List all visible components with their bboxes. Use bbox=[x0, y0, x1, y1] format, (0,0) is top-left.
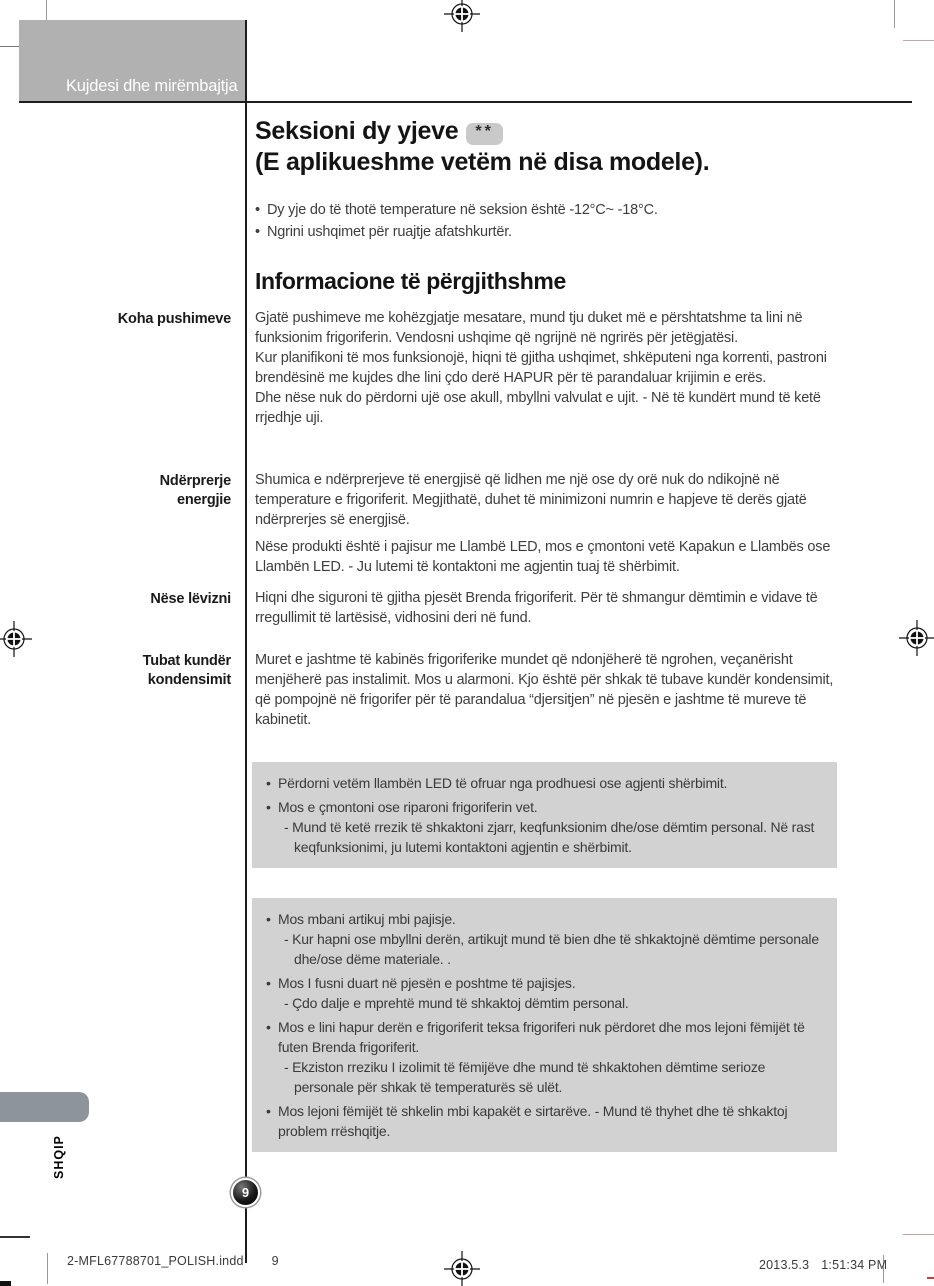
content-row bbox=[0, 650, 845, 730]
caution-item bbox=[265, 797, 824, 857]
caution-box bbox=[252, 762, 837, 868]
row-body bbox=[255, 308, 845, 428]
section-title-line1: Seksioni dy yjeve bbox=[255, 117, 459, 145]
caution-text: Mos I fusni duart në pjesën e poshtme të pajisjes. bbox=[278, 975, 576, 991]
row-label: Nëse lëvizni bbox=[150, 591, 231, 607]
section-title-line2: (E aplikueshme vetëm në disa modele). bbox=[255, 148, 710, 176]
section-title bbox=[255, 116, 875, 178]
page-number-badge bbox=[231, 1178, 260, 1207]
caution-item bbox=[265, 973, 824, 1013]
row-body bbox=[255, 470, 845, 577]
registration-mark-right bbox=[899, 620, 934, 656]
row-body bbox=[255, 650, 845, 730]
paragraph: Nëse produkti është i pajisur me Llambë LED, mos e çmontoni vetë Kapakun e Llambës ose Llambën LED. - Ju lutemi të kontaktoni me agjentin tuaj të shërbimit. bbox=[255, 539, 831, 575]
paragraph: Dhe nëse nuk do përdorni ujë ose akull, mbyllni valvulat e ujit. - Në të kundërt mund të ketë rrjedhje uji. bbox=[255, 390, 821, 426]
column-divider bbox=[245, 20, 247, 1263]
caution-item bbox=[265, 1017, 824, 1097]
crop-mark bbox=[0, 1236, 30, 1238]
caution-item bbox=[265, 1101, 824, 1141]
caution-subtext: - Ekziston rreziku I izolimit të fëmijëve dhe mund të shkaktohen dëmtime serioze personale për shkak të temperaturës së ulët. bbox=[284, 1059, 766, 1095]
chapter-title: Kujdesi dhe mirëmbajtja bbox=[66, 77, 238, 95]
crop-mark bbox=[903, 40, 934, 41]
intro-bullet: • Dy yje do të thotë temperature në seksion është -12°C~ -18°C. bbox=[255, 199, 855, 221]
two-star-badge-text: ** bbox=[475, 123, 494, 140]
two-star-badge bbox=[466, 123, 502, 145]
caution-text: Mos e çmontoni ose riparoni frigoriferin vet. bbox=[278, 799, 538, 815]
caution-text: Mos mbani artikuj mbi pajisje. bbox=[278, 911, 456, 927]
intro-bullet-list bbox=[255, 199, 855, 243]
crop-mark bbox=[903, 1234, 934, 1235]
paragraph: Gjatë pushimeve me kohëzgjatje mesatare, mund tju duket më e përshtatshme ta lini në funksionim frigoriferin. Vendosni ushqime që ngrijnë në ngrirës për jetëgjatësi. bbox=[255, 310, 803, 346]
paragraph: Shumica e ndërprerjeve të energjisë që lidhen me një ose dy orë nuk do ndikojnë në temperature e frigoriferit. Megjithatë, duhet të minimizoni numrin e hapjeve të derës gjatë ndërprerjes së energjisë. bbox=[255, 472, 807, 528]
caution-subtext: - Çdo dalje e mprehtë mund të shkaktoj dëmtim personal. bbox=[284, 995, 629, 1011]
paragraph: Muret e jashtme të kabinës frigoriferike mundet që ndonjëherë të ngrohen, veçanërisht menjëherë pas instalimit. Mos u alarmoni. Kjo është për shkak të tubave kundër kondensimit, që pompojnë në frigorifer për të parandalua “djersitjen” në pjesën e jashtme të mureve të kabinetit. bbox=[255, 652, 834, 728]
row-body bbox=[255, 588, 845, 628]
language-tab bbox=[0, 1092, 89, 1122]
footer-file-page: 9 bbox=[271, 1254, 279, 1268]
language-label: SHQIP bbox=[52, 1135, 66, 1179]
caution-box bbox=[252, 898, 837, 1152]
registration-mark-bottom bbox=[444, 1251, 480, 1286]
caution-item bbox=[265, 909, 824, 969]
content-row bbox=[0, 470, 845, 577]
caution-text: Mos e lini hapur derën e frigoriferit teksa frigoriferi nuk përdoret dhe mos lejoni fëmijët të futen Brenda frigoriferit. bbox=[278, 1019, 805, 1055]
chapter-header-box bbox=[19, 20, 246, 103]
registration-mark-top bbox=[444, 0, 480, 32]
footer-file-info bbox=[67, 1254, 279, 1268]
row-label: Ndërprerje energjie bbox=[159, 473, 231, 508]
crop-mark bbox=[0, 1281, 11, 1286]
crop-mark bbox=[47, 1253, 48, 1284]
crop-mark bbox=[894, 0, 895, 28]
paragraph: Kur planifikoni të mos funksionojë, hiqni të gjitha ushqimet, shkëputeni nga korrenti, pastroni brendësinë me kujdes dhe lini çdo derë HAPUR për të parandaluar krijimin e erës. bbox=[255, 350, 827, 386]
intro-bullet: • Ngrini ushqimet për ruajtje afatshkurtër. bbox=[255, 221, 855, 243]
caution-text: Përdorni vetëm llambën LED të ofruar nga prodhuesi ose agjenti shërbimit. bbox=[278, 775, 728, 791]
row-label: Tubat kundër kondensimit bbox=[142, 653, 231, 688]
row-label: Koha pushimeve bbox=[117, 311, 231, 327]
crop-mark bbox=[927, 1277, 934, 1279]
caution-item bbox=[265, 773, 824, 793]
footer-time: 1:51:34 PM bbox=[821, 1258, 888, 1272]
footer-timestamp bbox=[759, 1258, 887, 1272]
general-info-heading: Informacione të përgjithshme bbox=[255, 268, 566, 294]
caution-subtext: - Mund të ketë rrezik të shkaktoni zjarr, keqfunksionim dhe/ose dëmtim personal. Në rast keqfunksionimi, ju lutemi kontaktoni agjentin e shërbimit. bbox=[284, 819, 815, 855]
paragraph: Hiqni dhe siguroni të gjitha pjesët Brenda frigoriferit. Për të shmangur dëmtimin e vidave të rregullimit të lartësisë, vidhosini deri në fund. bbox=[255, 590, 818, 626]
page-number: 9 bbox=[241, 1185, 250, 1200]
caution-subtext: - Kur hapni ose mbyllni derën, artikujt mund të bien dhe të shkaktojnë dëmtime personale dhe/ose dëme materiale. . bbox=[284, 931, 819, 967]
caution-text: Mos lejoni fëmijët të shkelin mbi kapakët e sirtarëve. - Mund të thyhet dhe të shkaktoj problem rrëshqitje. bbox=[278, 1103, 788, 1139]
content-row bbox=[0, 308, 845, 428]
header-rule bbox=[19, 101, 912, 103]
content-row bbox=[0, 588, 845, 628]
footer-file-name: 2-MFL67788701_POLISH.indd bbox=[67, 1254, 244, 1268]
footer-date: 2013.5.3 bbox=[759, 1258, 810, 1272]
